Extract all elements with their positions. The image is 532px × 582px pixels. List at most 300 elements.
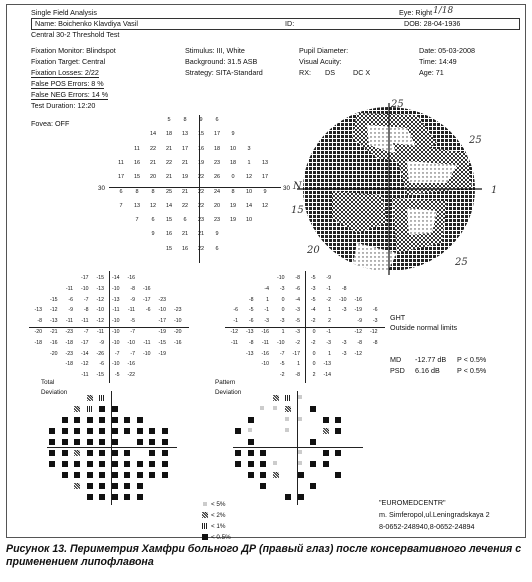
solid-prob-icon: [248, 472, 254, 478]
pattern-dev-value: -5: [310, 296, 316, 303]
patient-dob: DOB: 28-04-1936: [404, 19, 461, 28]
threshold-value: 7: [119, 202, 123, 209]
threshold-value: 15: [165, 245, 173, 252]
solid-prob-icon: [99, 428, 105, 434]
pattern-dev-value: -6: [233, 307, 238, 314]
threshold-value: 18: [213, 145, 221, 152]
threshold-value: 19: [229, 202, 237, 209]
total-dev-value: -15: [96, 372, 104, 379]
solid-prob-icon: [62, 417, 68, 423]
total-prob-h-axis: [47, 447, 177, 448]
psd-p: P < 0.5%: [457, 366, 487, 375]
solid-prob-icon: [298, 472, 304, 478]
check-prob-icon: [323, 428, 329, 434]
pattern-dev-label-b: Deviation: [215, 389, 242, 396]
solid-prob-icon: [248, 450, 254, 456]
total-dev-value: -11: [81, 318, 89, 325]
solid-prob-icon: [124, 450, 130, 456]
pattern-dev-value: -8: [341, 285, 347, 292]
pattern-dev-value: -2: [310, 318, 316, 325]
total-dev-value: -14: [112, 275, 120, 281]
solid-prob-icon: [310, 461, 316, 467]
threshold-value: 17: [213, 131, 221, 138]
pattern-dev-value: 1: [328, 350, 331, 357]
pattern-dev-value: -16: [354, 296, 362, 303]
pattern-dev-value: -7: [279, 350, 285, 357]
total-dev-value: -18: [34, 339, 42, 346]
total-dev-value: -18: [65, 361, 73, 368]
solid-prob-icon: [137, 483, 143, 489]
threshold-value: 6: [215, 117, 219, 123]
solid-prob-icon: [62, 439, 68, 445]
threshold-value: 20: [213, 202, 221, 209]
total-dev-value: -19: [158, 350, 166, 357]
dots-prob-icon: [298, 450, 302, 454]
threshold-value: 14: [165, 202, 173, 209]
pattern-dev-value: -3: [279, 318, 285, 325]
solid-prob-icon: [124, 417, 130, 423]
threshold-value: 16: [165, 231, 173, 238]
pattern-dev-value: -5: [295, 318, 300, 325]
institution-address: m. Simferopol,ul.Leningradskaya 2: [379, 510, 490, 519]
eye-handwritten-note: 1/18: [433, 6, 454, 16]
threshold-value: 21: [165, 174, 173, 181]
total-dev-value: -11: [96, 329, 104, 335]
threshold-value: 8: [151, 188, 155, 195]
total-dev-value: -5: [114, 372, 120, 379]
threshold-value: 18: [165, 131, 173, 138]
threshold-value: 16: [181, 245, 189, 252]
solid-prob-icon: [87, 483, 93, 489]
solid-prob-icon: [87, 417, 93, 423]
note-top: 25: [391, 99, 404, 110]
dots-prob-icon: [273, 406, 277, 410]
threshold-value: 10: [245, 188, 253, 195]
pattern-dev-value: -10: [277, 339, 285, 346]
pattern-dev-value: -2: [310, 339, 316, 346]
total-dev-value: -12: [96, 318, 104, 325]
solid-prob-icon: [124, 472, 130, 478]
pattern-dev-value: -8: [357, 339, 362, 346]
total-dev-value: -15: [50, 296, 58, 303]
test-date: Date: 05-03-2008: [419, 46, 475, 55]
threshold-value: 12: [149, 202, 157, 209]
pattern-dev-value: -1: [326, 285, 331, 292]
total-dev-value: -12: [81, 361, 89, 368]
total-dev-value: -10: [112, 329, 120, 335]
dots-prob-icon: [248, 428, 252, 432]
total-dev-label-a: Total: [41, 379, 55, 386]
legend-check-icon: [202, 512, 208, 518]
threshold-value: 13: [181, 131, 189, 138]
solid-prob-icon: [335, 428, 341, 434]
total-dev-value: -23: [174, 307, 182, 314]
pattern-dev-value: -10: [339, 296, 347, 303]
solid-prob-icon: [112, 461, 118, 467]
total-dev-value: -8: [83, 307, 89, 314]
check-prob-icon: [74, 450, 80, 456]
solid-prob-icon: [137, 494, 143, 500]
total-dev-value: -11: [81, 372, 89, 379]
note-right: 1: [491, 185, 498, 196]
solid-prob-icon: [112, 428, 118, 434]
solid-prob-icon: [49, 461, 55, 467]
solid-prob-icon: [235, 450, 241, 456]
threshold-value: 9: [215, 231, 219, 238]
solid-prob-icon: [99, 483, 105, 489]
threshold-value: 15: [133, 174, 141, 181]
total-dev-value: -10: [112, 361, 120, 368]
total-dev-value: -13: [96, 285, 104, 292]
solid-prob-icon: [49, 428, 55, 434]
solid-prob-icon: [99, 450, 105, 456]
solid-prob-icon: [87, 450, 93, 456]
threshold-value: 12: [245, 174, 253, 181]
legend-dots-icon: [203, 502, 207, 506]
threshold-value: 19: [229, 217, 237, 224]
total-dev-value: -21: [50, 329, 58, 335]
threshold-value: 9: [151, 231, 155, 238]
pattern-dev-value: -9: [326, 275, 331, 281]
pattern-dev-value: -9: [357, 318, 362, 325]
pattern-dev-label-a: Pattern: [215, 379, 236, 386]
solid-prob-icon: [62, 428, 68, 434]
total-dev-value: -19: [158, 329, 166, 335]
threshold-value: 21: [149, 159, 157, 166]
bars-prob-icon: [285, 395, 291, 401]
total-dev-value: -11: [143, 339, 151, 346]
total-dev-value: -6: [68, 296, 73, 303]
pattern-dev-value: -3: [279, 285, 285, 292]
total-dev-value: -15: [158, 339, 166, 346]
ght-value: Outside normal limits: [390, 323, 458, 332]
threshold-value: 6: [183, 217, 187, 224]
threshold-value: 5: [167, 117, 171, 123]
total-dev-value: -10: [96, 307, 104, 314]
note-bottom-right: 25: [455, 257, 468, 268]
pattern-dev-value: 1: [281, 329, 285, 335]
md-p: P < 0.5%: [457, 355, 487, 364]
rx-dc: DC X: [353, 68, 371, 77]
solid-prob-icon: [149, 439, 155, 445]
ght-label: GHT: [390, 313, 406, 322]
pattern-dev-value: -3: [341, 307, 347, 314]
legend-2pct: < 2%: [211, 512, 226, 519]
total-dev-value: -13: [50, 318, 58, 325]
solid-prob-icon: [112, 439, 118, 445]
solid-prob-icon: [87, 472, 93, 478]
solid-prob-icon: [323, 417, 329, 423]
solid-prob-icon: [260, 483, 266, 489]
solid-prob-icon: [137, 428, 143, 434]
solid-prob-icon: [112, 483, 118, 489]
total-dev-value: -23: [65, 350, 73, 357]
pattern-dev-value: -4: [295, 296, 300, 303]
solid-prob-icon: [310, 483, 316, 489]
threshold-value: 9: [263, 188, 267, 195]
threshold-value: 22: [165, 159, 173, 166]
total-dev-value: -7: [83, 329, 89, 335]
threshold-value: 11: [118, 159, 124, 166]
perimetry-report: [6, 4, 526, 541]
total-dev-value: -8: [130, 285, 135, 292]
threshold-value: 21: [181, 159, 189, 166]
solid-prob-icon: [310, 406, 316, 412]
note-bottom-left: 20: [307, 245, 320, 256]
pattern-dev-value: 1: [328, 307, 331, 314]
patient-id: ID:: [285, 19, 295, 28]
solid-prob-icon: [260, 461, 266, 467]
threshold-value: 23: [197, 217, 205, 224]
visual-acuity: Visual Acuity:: [299, 57, 342, 66]
total-dev-value: -20: [34, 329, 42, 335]
threshold-value: 21: [181, 188, 189, 195]
solid-prob-icon: [137, 417, 143, 423]
solid-prob-icon: [62, 472, 68, 478]
pattern-dev-value: -6: [295, 285, 300, 292]
total-dev-value: -20: [174, 329, 182, 335]
dots-prob-icon: [273, 461, 277, 465]
false-pos-errors: False POS Errors: 8 %: [31, 79, 104, 88]
solid-prob-icon: [137, 461, 143, 467]
threshold-value: 22: [197, 188, 205, 195]
note-left-low: 15: [291, 205, 304, 216]
solid-prob-icon: [149, 428, 155, 434]
pattern-dev-value: -13: [246, 350, 254, 357]
figure-caption: Рисунок 13. Периметрия Хамфри больного ДР (правый глаз) после консервативного лечения с применением липофлавона: [6, 543, 522, 568]
solid-prob-icon: [248, 461, 254, 467]
check-prob-icon: [74, 406, 80, 412]
threshold-value: 17: [261, 174, 269, 181]
pattern-dev-value: -16: [261, 329, 269, 335]
patient-age: Age: 71: [419, 68, 444, 77]
solid-prob-icon: [162, 450, 168, 456]
solid-prob-icon: [49, 450, 55, 456]
total-dev-value: -9: [99, 339, 104, 346]
bars-prob-icon: [99, 395, 105, 401]
threshold-value: 1: [247, 159, 251, 166]
md-label: MD: [390, 355, 402, 364]
check-prob-icon: [273, 395, 279, 401]
solid-prob-icon: [99, 417, 105, 423]
legend-05pct: < 0.5%: [211, 534, 231, 541]
total-dev-value: -11: [65, 285, 73, 292]
solid-prob-icon: [260, 450, 266, 456]
threshold-value: 6: [151, 217, 155, 224]
solid-prob-icon: [87, 494, 93, 500]
threshold-value: 3: [247, 145, 251, 152]
threshold-value: 22: [197, 202, 205, 209]
solid-prob-icon: [124, 461, 130, 467]
test-time: Time: 14:49: [419, 57, 457, 66]
threshold-value: 16: [197, 145, 205, 152]
fovea-status: Fovea: OFF: [31, 119, 70, 128]
false-neg-errors: False NEG Errors: 14 %: [31, 90, 109, 99]
pattern-dev-value: 0: [281, 307, 285, 314]
pattern-dev-value: 1: [266, 296, 269, 303]
pattern-dev-value: 0: [312, 350, 316, 357]
total-dev-value: -13: [34, 307, 42, 314]
threshold-value: 20: [149, 174, 157, 181]
eye-label: Eye: Right: [399, 8, 433, 17]
total-dev-label-b: Deviation: [41, 389, 68, 396]
total-dev-value: -11: [127, 307, 135, 314]
total-dev-value: -11: [65, 318, 73, 325]
solid-prob-icon: [124, 428, 130, 434]
solid-prob-icon: [137, 439, 143, 445]
solid-prob-icon: [149, 450, 155, 456]
threshold-value: 16: [133, 159, 141, 166]
total-dev-value: -7: [114, 350, 120, 357]
solid-prob-icon: [112, 472, 118, 478]
solid-prob-icon: [99, 472, 105, 478]
solid-prob-icon: [87, 461, 93, 467]
pattern-dev-value: -5: [310, 275, 316, 281]
total-dev-value: -6: [99, 361, 104, 368]
threshold-value: 10: [229, 145, 237, 152]
pattern-dev-value: -12: [354, 350, 362, 357]
strategy: Strategy: SITA-Standard: [185, 68, 263, 77]
pattern-dev-value: -3: [372, 318, 378, 325]
total-dev-value: -10: [112, 318, 120, 325]
pattern-dev-value: -12: [370, 329, 378, 335]
solid-prob-icon: [162, 472, 168, 478]
threshold-value: 18: [229, 159, 237, 166]
fixation-target: Fixation Target: Central: [31, 57, 106, 66]
pattern-dev-value: -3: [341, 350, 347, 357]
dots-prob-icon: [285, 428, 289, 432]
legend-5pct: < 5%: [211, 501, 226, 508]
pattern-dev-value: 2: [328, 318, 331, 325]
pattern-dev-value: -3: [341, 339, 347, 346]
total-dev-value: -17: [81, 339, 89, 346]
solid-prob-icon: [285, 494, 291, 500]
total-dev-value: -7: [130, 350, 135, 357]
pattern-dev-value: -8: [248, 296, 254, 303]
solid-prob-icon: [112, 494, 118, 500]
solid-prob-icon: [335, 417, 341, 423]
total-dev-value: -10: [143, 350, 151, 357]
solid-prob-icon: [74, 461, 80, 467]
test-name: Central 30-2 Threshold Test: [31, 30, 120, 39]
dots-prob-icon: [298, 461, 302, 465]
total-dev-value: -10: [158, 307, 166, 314]
md-value: -12.77 dB: [415, 355, 447, 364]
pattern-dev-value: -10: [261, 361, 269, 368]
solid-prob-icon: [87, 428, 93, 434]
pattern-dev-value: -4: [264, 285, 269, 292]
solid-prob-icon: [62, 450, 68, 456]
threshold-value: 0: [231, 174, 235, 181]
threshold-value: 23: [213, 159, 221, 166]
total-dev-value: -9: [130, 296, 135, 303]
threshold-value: 14: [149, 131, 157, 138]
pattern-dev-value: -8: [372, 339, 378, 346]
dots-prob-icon: [298, 417, 302, 421]
threshold-value: 24: [213, 188, 221, 195]
threshold-value: 13: [133, 202, 141, 209]
threshold-value: 26: [213, 174, 221, 181]
solid-prob-icon: [124, 483, 130, 489]
solid-prob-icon: [248, 417, 254, 423]
check-prob-icon: [87, 395, 93, 401]
threshold-value: 22: [197, 245, 205, 252]
pattern-dev-value: -3: [295, 307, 300, 314]
check-prob-icon: [273, 472, 279, 478]
total-dev-value: -7: [83, 296, 89, 303]
solid-prob-icon: [298, 494, 304, 500]
note-left-mid: N: [293, 181, 302, 192]
solid-prob-icon: [112, 406, 118, 412]
report-title: Single Field Analysis: [31, 8, 97, 17]
pattern-dev-value: -10: [277, 275, 285, 281]
total-dev-value: -8: [37, 318, 42, 325]
total-dev-value: -16: [143, 285, 151, 292]
total-dev-value: -17: [158, 318, 166, 325]
pattern-dev-value: -4: [310, 307, 316, 314]
solid-prob-icon: [62, 461, 68, 467]
solid-prob-icon: [248, 439, 254, 445]
pattern-dev-value: -17: [292, 350, 300, 357]
pattern-dev-value: 0: [281, 296, 285, 303]
solid-prob-icon: [235, 428, 241, 434]
threshold-axis-left-label: 30: [98, 185, 106, 192]
total-dev-value: -18: [65, 339, 73, 346]
pattern-dev-value: 1: [297, 361, 300, 368]
pattern-dev-value: -11: [230, 339, 238, 346]
total-dev-value: -13: [112, 296, 120, 303]
total-dev-value: -9: [68, 307, 73, 314]
threshold-value: 15: [165, 217, 173, 224]
total-dev-value: -16: [127, 361, 135, 368]
pattern-dev-value: -1: [233, 318, 238, 325]
pattern-dev-value: -1: [326, 329, 331, 335]
threshold-value: 10: [245, 217, 253, 224]
greyscale-field: [297, 103, 482, 275]
pattern-dev-value: -12: [230, 329, 238, 335]
total-dev-value: -10: [112, 339, 120, 346]
pattern-dev-value: -13: [246, 329, 254, 335]
threshold-value: 14: [245, 202, 253, 209]
pattern-dev-value: -5: [279, 361, 285, 368]
pattern-dev-value: -8: [295, 275, 300, 281]
threshold-value: 23: [213, 217, 221, 224]
total-dev-value: -16: [50, 339, 58, 346]
threshold-value: 13: [261, 159, 269, 166]
total-dev-value: -10: [112, 285, 120, 292]
background: Background: 31.5 ASB: [185, 57, 258, 66]
stimulus: Stimulus: III, White: [185, 46, 245, 55]
pattern-dev-value: -14: [323, 372, 331, 379]
solid-prob-icon: [74, 417, 80, 423]
pattern-dev-value: -1: [264, 307, 269, 314]
total-dev-value: -14: [81, 350, 89, 357]
dots-prob-icon: [298, 395, 302, 399]
test-duration: Test Duration: 12:20: [31, 101, 96, 110]
fixation-monitor: Fixation Monitor: Blindspot: [31, 46, 116, 55]
total-dev-value: -10: [127, 339, 135, 346]
pattern-dev-value: 0: [312, 329, 316, 335]
solid-prob-icon: [137, 472, 143, 478]
patient-name-box: [31, 18, 520, 30]
rx: RX:: [299, 68, 311, 77]
total-dev-value: -17: [81, 275, 89, 281]
solid-prob-icon: [335, 450, 341, 456]
note-right-top: 25: [469, 135, 482, 146]
solid-prob-icon: [112, 450, 118, 456]
legend-1pct: < 1%: [211, 523, 226, 530]
solid-prob-icon: [124, 494, 130, 500]
